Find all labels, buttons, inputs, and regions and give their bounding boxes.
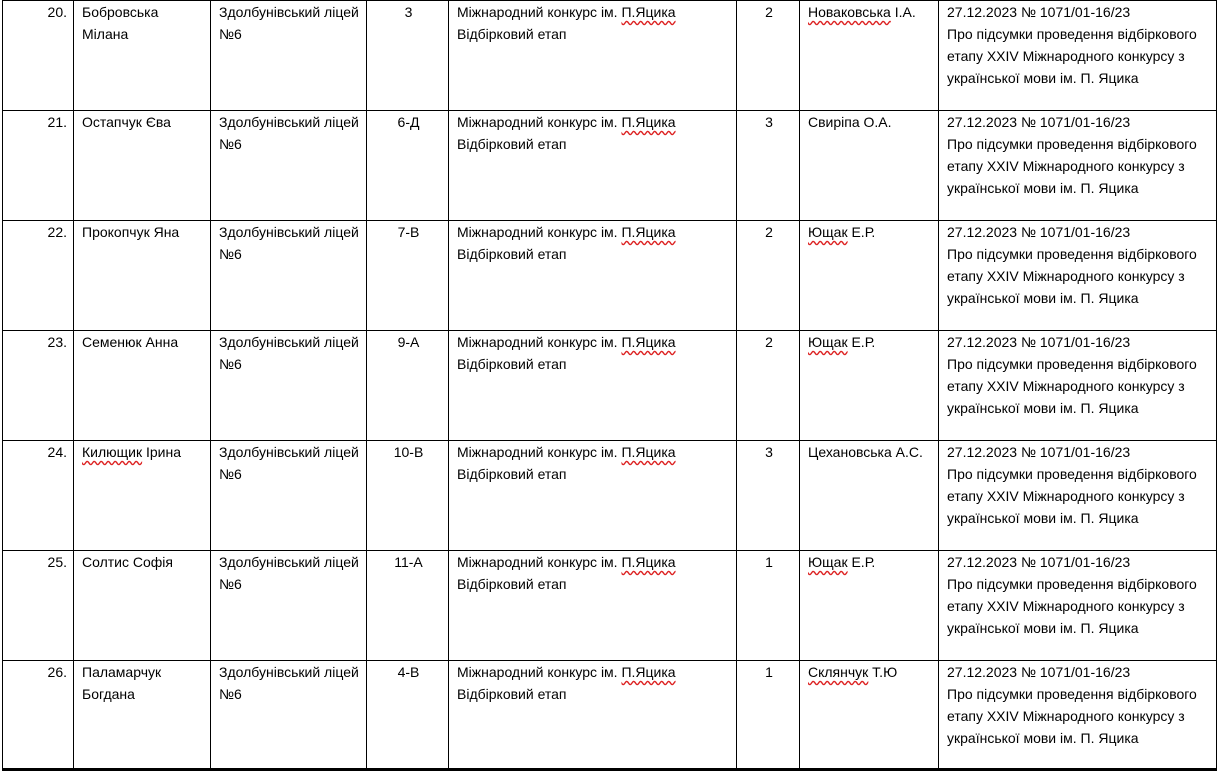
school-name: Здолбунівський ліцей №6: [211, 661, 367, 771]
teacher-cell: [800, 331, 939, 441]
table-row: [3, 1, 1217, 111]
order-cell: [939, 331, 1217, 441]
order-title: Про підсумки проведення відбіркового етапу XXIV Міжнародного конкурсу з української мови ім. П. Яцика: [947, 356, 1197, 416]
competition-namesake: П.Яцика: [621, 224, 676, 240]
competition-cell: [449, 331, 737, 441]
table-row: [3, 661, 1217, 771]
competition-namesake: П.Яцика: [621, 4, 676, 20]
competition-cell: [449, 441, 737, 551]
results-table: [2, 0, 1217, 771]
competition-title: Міжнародний конкурс ім.: [457, 4, 622, 20]
competition-stage: Відбірковий етап: [457, 686, 567, 702]
student-name: Паламарчук Богдана: [74, 661, 211, 771]
row-number: 23.: [3, 331, 74, 441]
class-cell: 10-В: [367, 441, 449, 551]
competition-namesake: П.Яцика: [621, 664, 676, 680]
place-cell: 2: [737, 1, 800, 111]
order-title: Про підсумки проведення відбіркового етапу XXIV Міжнародного конкурсу з української мови ім. П. Яцика: [947, 26, 1197, 86]
teacher-initials: Е.Р.: [847, 554, 876, 570]
row-number: 25.: [3, 551, 74, 661]
teacher-initials: Т.Ю: [868, 664, 898, 680]
teacher-surname: Склянчук: [808, 664, 869, 680]
order-cell: [939, 111, 1217, 221]
teacher-initials: Цехановська А.С.: [808, 444, 923, 460]
order-title: Про підсумки проведення відбіркового етапу XXIV Міжнародного конкурсу з української мови ім. П. Яцика: [947, 686, 1197, 746]
table-row: [3, 221, 1217, 331]
student-name: Прокопчук Яна: [74, 221, 211, 331]
teacher-cell: [800, 221, 939, 331]
competition-title: Міжнародний конкурс ім.: [457, 334, 622, 350]
teacher-surname: Ющак: [808, 554, 848, 570]
teacher-cell: [800, 111, 939, 221]
competition-stage: Відбірковий етап: [457, 246, 567, 262]
row-number: 22.: [3, 221, 74, 331]
school-name: Здолбунівський ліцей №6: [211, 111, 367, 221]
competition-cell: [449, 661, 737, 771]
place-cell: 1: [737, 551, 800, 661]
student-name: [74, 441, 211, 551]
class-cell: 4-В: [367, 661, 449, 771]
class-cell: 11-А: [367, 551, 449, 661]
row-number: 21.: [3, 111, 74, 221]
competition-stage: Відбірковий етап: [457, 576, 567, 592]
competition-namesake: П.Яцика: [621, 334, 676, 350]
teacher-cell: [800, 1, 939, 111]
teacher-cell: [800, 441, 939, 551]
order-cell: [939, 221, 1217, 331]
place-cell: 3: [737, 441, 800, 551]
competition-stage: Відбірковий етап: [457, 136, 567, 152]
class-cell: 6-Д: [367, 111, 449, 221]
competition-cell: [449, 221, 737, 331]
student-name: Солтис Софія: [74, 551, 211, 661]
school-name: Здолбунівський ліцей №6: [211, 551, 367, 661]
teacher-cell: [800, 551, 939, 661]
competition-title: Міжнародний конкурс ім.: [457, 114, 622, 130]
teacher-surname: Новаковська: [808, 4, 891, 20]
competition-stage: Відбірковий етап: [457, 466, 567, 482]
teacher-initials: Е.Р.: [847, 334, 876, 350]
table-row: [3, 331, 1217, 441]
order-number: 27.12.2023 № 1071/01-16/23: [947, 554, 1131, 570]
class-cell: 7-В: [367, 221, 449, 331]
table-row: [3, 441, 1217, 551]
order-title: Про підсумки проведення відбіркового етапу XXIV Міжнародного конкурсу з української мови ім. П. Яцика: [947, 136, 1197, 196]
order-number: 27.12.2023 № 1071/01-16/23: [947, 224, 1131, 240]
place-cell: 2: [737, 331, 800, 441]
competition-title: Міжнародний конкурс ім.: [457, 444, 622, 460]
teacher-surname: Ющак: [808, 334, 848, 350]
student-name: Остапчук Єва: [74, 111, 211, 221]
order-cell: [939, 661, 1217, 771]
row-number: 24.: [3, 441, 74, 551]
order-number: 27.12.2023 № 1071/01-16/23: [947, 444, 1131, 460]
competition-cell: [449, 551, 737, 661]
teacher-initials: Е.Р.: [847, 224, 876, 240]
competition-cell: [449, 111, 737, 221]
row-number: 20.: [3, 1, 74, 111]
order-number: 27.12.2023 № 1071/01-16/23: [947, 334, 1131, 350]
teacher-initials: І.А.: [890, 4, 916, 20]
student-name: Бобровська Мілана: [74, 1, 211, 111]
order-title: Про підсумки проведення відбіркового етапу XXIV Міжнародного конкурсу з української мови ім. П. Яцика: [947, 576, 1197, 636]
teacher-cell: [800, 661, 939, 771]
competition-namesake: П.Яцика: [621, 444, 676, 460]
teacher-initials: Свиріпа О.А.: [808, 114, 892, 130]
row-number: 26.: [3, 661, 74, 771]
order-cell: [939, 441, 1217, 551]
competition-namesake: П.Яцика: [621, 554, 676, 570]
table-row: [3, 551, 1217, 661]
place-cell: 2: [737, 221, 800, 331]
order-number: 27.12.2023 № 1071/01-16/23: [947, 4, 1131, 20]
class-cell: 9-А: [367, 331, 449, 441]
school-name: Здолбунівський ліцей №6: [211, 1, 367, 111]
order-number: 27.12.2023 № 1071/01-16/23: [947, 664, 1131, 680]
school-name: Здолбунівський ліцей №6: [211, 331, 367, 441]
competition-title: Міжнародний конкурс ім.: [457, 224, 622, 240]
order-cell: [939, 551, 1217, 661]
competition-namesake: П.Яцика: [621, 114, 676, 130]
order-title: Про підсумки проведення відбіркового етапу XXIV Міжнародного конкурсу з української мови ім. П. Яцика: [947, 466, 1197, 526]
student-firstname: Ірина: [142, 444, 182, 460]
student-name: Семенюк Анна: [74, 331, 211, 441]
order-cell: [939, 1, 1217, 111]
order-title: Про підсумки проведення відбіркового етапу XXIV Міжнародного конкурсу з української мови ім. П. Яцика: [947, 246, 1197, 306]
competition-stage: Відбірковий етап: [457, 356, 567, 372]
place-cell: 3: [737, 111, 800, 221]
competition-title: Міжнародний конкурс ім.: [457, 664, 622, 680]
competition-title: Міжнародний конкурс ім.: [457, 554, 622, 570]
place-cell: 1: [737, 661, 800, 771]
competition-stage: Відбірковий етап: [457, 26, 567, 42]
teacher-surname: Ющак: [808, 224, 848, 240]
table-bottom-border: [2, 768, 1216, 770]
order-number: 27.12.2023 № 1071/01-16/23: [947, 114, 1131, 130]
student-surname: Килющик: [82, 444, 143, 460]
competition-cell: [449, 1, 737, 111]
school-name: Здолбунівський ліцей №6: [211, 221, 367, 331]
class-cell: 3: [367, 1, 449, 111]
table-row: [3, 111, 1217, 221]
school-name: Здолбунівський ліцей №6: [211, 441, 367, 551]
